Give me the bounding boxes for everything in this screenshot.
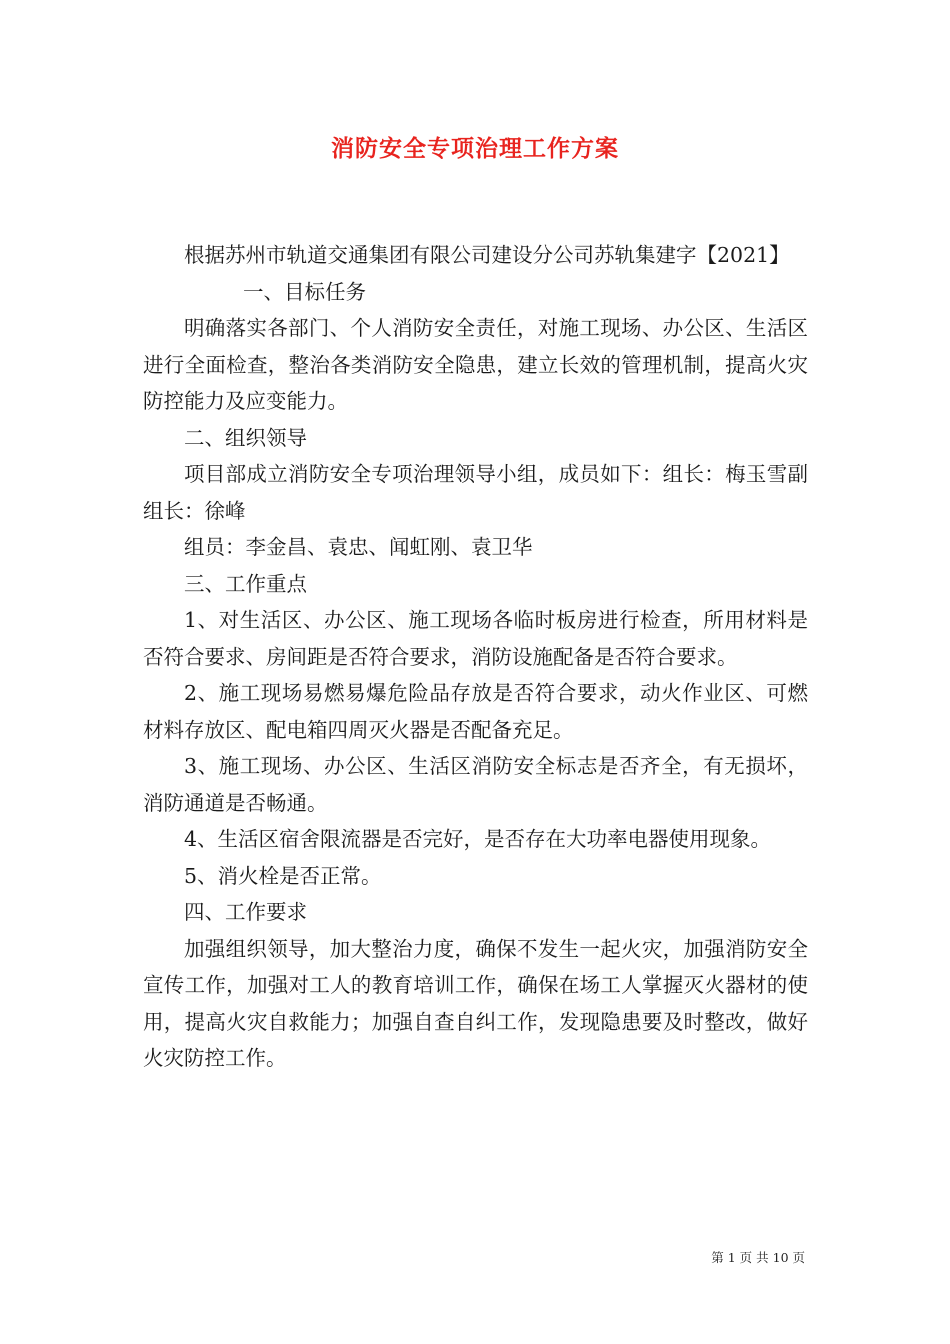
heading-requirements: 四、工作要求 — [184, 900, 307, 924]
heading-key-points: 三、工作重点 — [184, 571, 307, 596]
key-point-item: 4、生活区宿舍限流器是否完好，是否存在大功率电器使用现象。 — [184, 827, 772, 851]
paragraph-members: 组员：李金昌、袁忠、闻虹刚、袁卫华 — [184, 535, 533, 559]
key-point-item: 5、消火栓是否正常。 — [184, 863, 382, 888]
key-point-item: 1、对生活区、办公区、施工现场各临时板房进行检查，所用材料是否符合要求、房间距是否符合要求，消防设施配备是否符合要求。 — [143, 608, 808, 669]
key-point-item: 3、施工现场、办公区、生活区消防安全标志是否齐全，有无损坏，消防通道是否畅通。 — [143, 754, 808, 815]
document-body — [143, 237, 808, 1077]
paragraph-objectives: 明确落实各部门、个人消防安全责任，对施工现场、办公区、生活区进行全面检查，整治各类消防安全隐患，建立长效的管理机制，提高火灾防控能力及应变能力。 — [143, 316, 808, 413]
key-point-item: 2、施工现场易燃易爆危险品存放是否符合要求，动火作业区、可燃材料存放区、配电箱四周灭火器是否配备充足。 — [143, 681, 808, 742]
heading-organization: 二、组织领导 — [184, 425, 307, 450]
paragraph-basis: 根据苏州市轨道交通集团有限公司建设分公司苏轨集建字【2021】 — [184, 243, 790, 267]
heading-objectives: 一、目标任务 — [243, 279, 366, 304]
document-title: 消防安全专项治理工作方案 — [331, 135, 619, 162]
paragraph-requirements: 加强组织领导，加大整治力度，确保不发生一起火灾，加强消防安全宣传工作，加强对工人的教育培训工作，确保在场工人掌握灭火器材的使用，提高火灾自救能力；加强自查自纠工作，发现隐患要及时整改，做好火灾防控工作。 — [143, 936, 808, 1070]
paragraph-leadership: 项目部成立消防安全专项治理领导小组，成员如下：组长：梅玉雪副组长：徐峰 — [143, 462, 808, 523]
page-number-footer: 第 1 页 共 10 页 — [711, 1250, 805, 1265]
